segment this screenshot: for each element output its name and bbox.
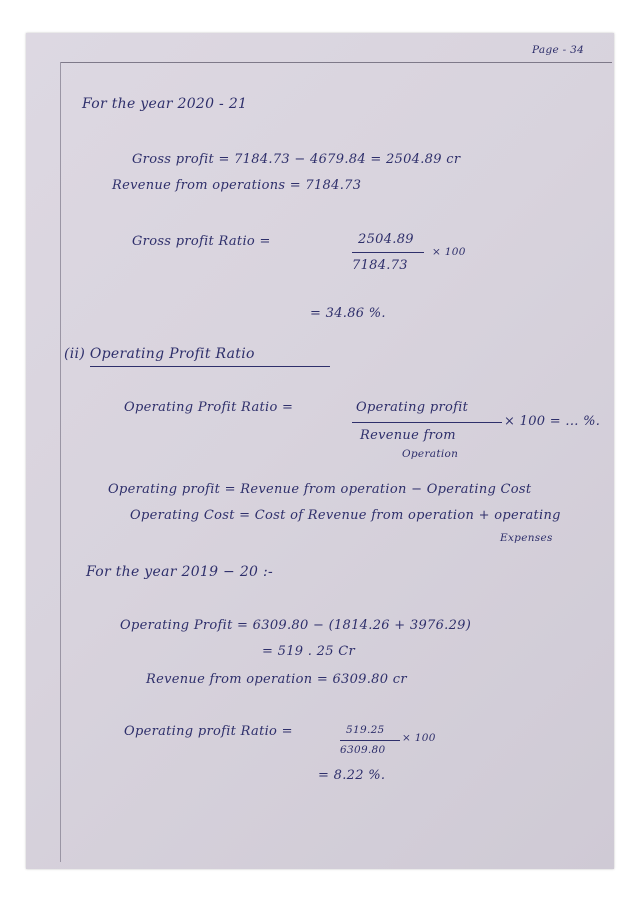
- gross-profit-ratio-multiplier: × 100: [432, 246, 466, 258]
- gross-profit-ratio-numerator: 2504.89: [358, 232, 414, 247]
- operating-profit-ratio-multiplier: × 100 = ... %.: [504, 414, 601, 429]
- operating-profit-ratio-2019-multiplier: × 100: [402, 732, 436, 744]
- operating-profit-ratio-2019-result: = 8.22 %.: [318, 768, 386, 783]
- operating-profit-ratio-denominator-line-1: Revenue from: [360, 428, 456, 443]
- gross-profit-ratio-label: Gross profit Ratio =: [132, 234, 271, 249]
- operating-cost-definition-continued: Expenses: [500, 532, 553, 544]
- operating-profit-ratio-2019-fraction-bar: [340, 740, 400, 741]
- year-heading-2019-20: For the year 2019 − 20 :-: [86, 564, 274, 580]
- operating-profit-ratio-numerator: Operating profit: [356, 400, 469, 415]
- operating-profit-calculation: Operating Profit = 6309.80 − (1814.26 + 3976.29): [120, 618, 472, 633]
- page-number: Page - 34: [532, 44, 585, 56]
- operating-profit-ratio-2019-denominator: 6309.80: [340, 744, 386, 756]
- gross-profit-ratio-fraction-bar: [352, 252, 424, 253]
- operating-profit-definition: Operating profit = Revenue from operation − Operating Cost: [108, 482, 532, 497]
- section-heading-operating-profit-ratio: (ii) Operating Profit Ratio: [64, 346, 255, 362]
- section-heading-underline: [90, 366, 330, 367]
- left-margin-line: [60, 62, 61, 862]
- operating-profit-ratio-2019-label: Operating profit Ratio =: [124, 724, 293, 739]
- year-heading-2020-21: For the year 2020 - 21: [82, 96, 248, 112]
- operating-profit-ratio-2019-numerator: 519.25: [346, 724, 385, 736]
- operating-cost-definition: Operating Cost = Cost of Revenue from operation + operating: [130, 508, 561, 523]
- revenue-2019-20: Revenue from operation = 6309.80 cr: [146, 672, 407, 687]
- operating-profit-value: = 519 . 25 Cr: [262, 644, 355, 659]
- operating-profit-ratio-fraction-bar: [352, 422, 502, 423]
- gross-profit-line: Gross profit = 7184.73 − 4679.84 = 2504.89 cr: [132, 152, 461, 167]
- revenue-line: Revenue from operations = 7184.73: [112, 178, 362, 193]
- operating-profit-ratio-denominator-line-2: Operation: [402, 448, 459, 460]
- operating-profit-ratio-label: Operating Profit Ratio =: [124, 400, 294, 415]
- gross-profit-ratio-result: = 34.86 %.: [310, 306, 386, 321]
- top-margin-line: [60, 62, 612, 63]
- gross-profit-ratio-denominator: 7184.73: [352, 258, 408, 273]
